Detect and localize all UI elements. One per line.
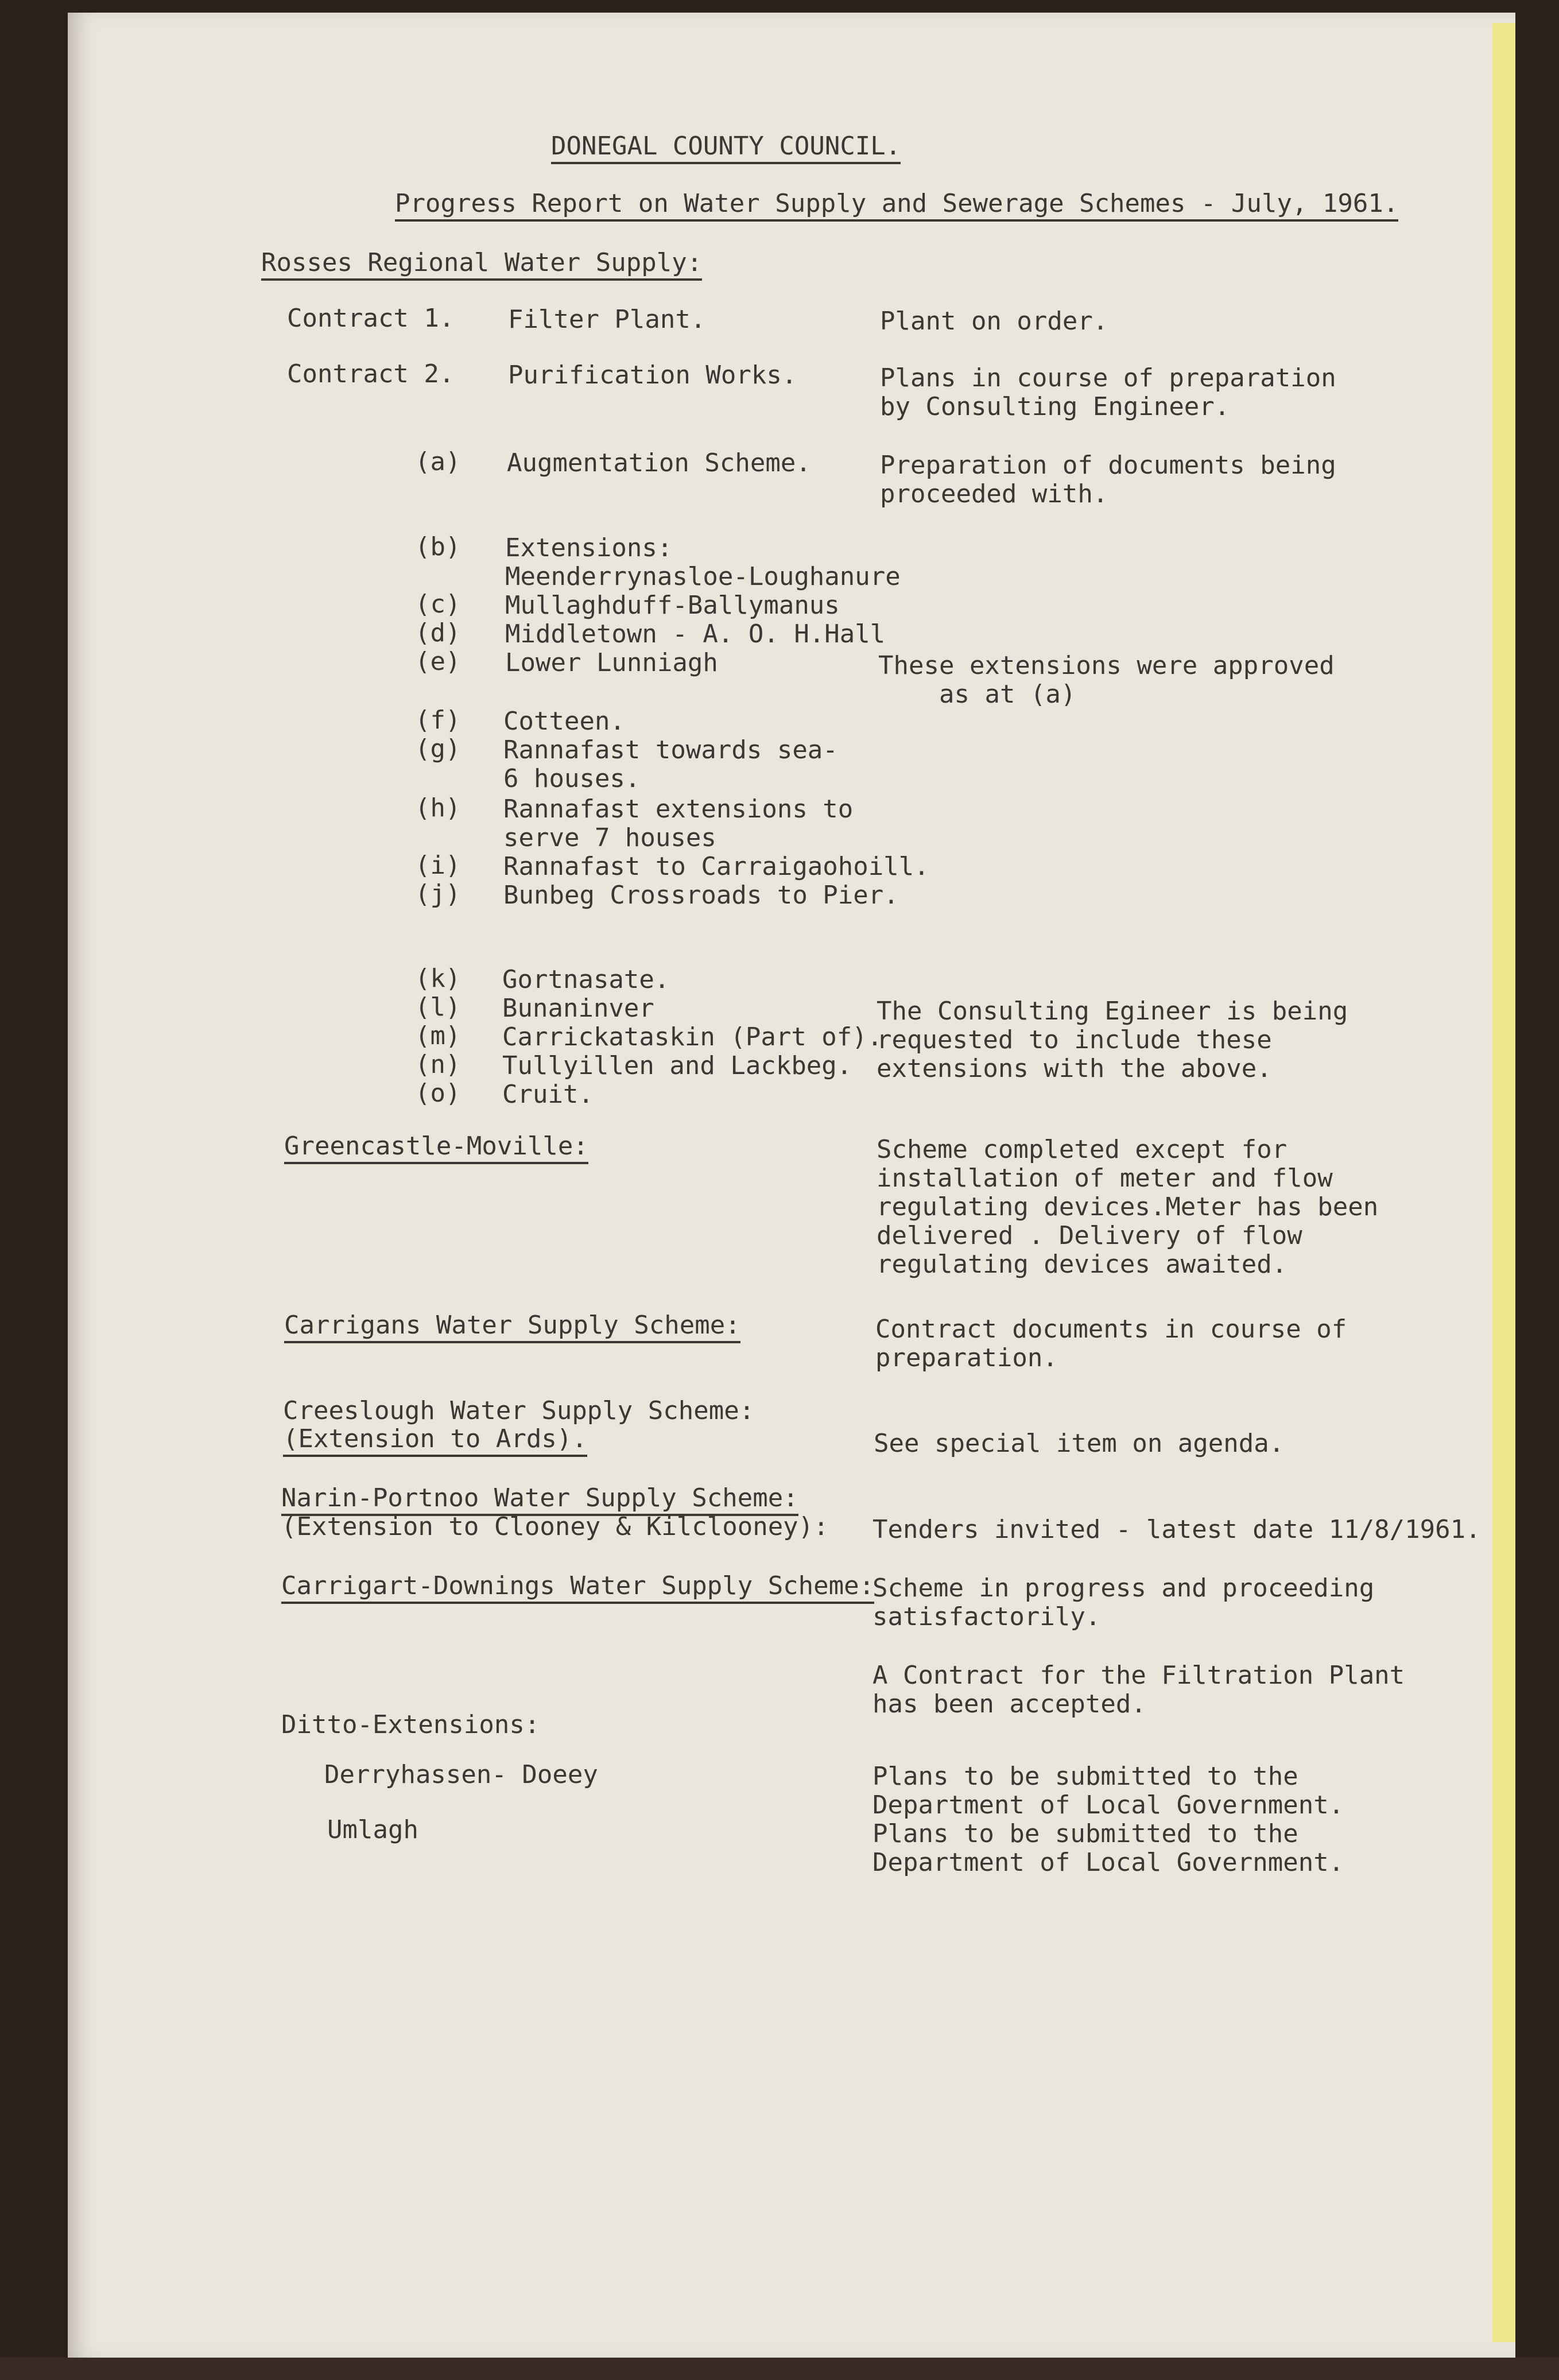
carrigart-contract-line2: has been accepted. — [872, 1689, 1146, 1719]
carrigans-status-line1: Contract documents in course of — [875, 1315, 1347, 1344]
item-h-line1: Rannafast extensions to — [503, 794, 854, 824]
narin-sub: (Extension to Clooney & Kilclooney): — [281, 1512, 829, 1541]
item-a-text: Augmentation Scheme. — [507, 448, 811, 478]
item-n-letter: (n) — [415, 1050, 461, 1079]
item-d-text: Middletown - A. O. H.Hall — [505, 619, 886, 649]
item-l-letter: (l) — [415, 993, 461, 1022]
item-b-line1: Extensions: — [505, 533, 673, 563]
creeslough-sub: (Extension to Ards). — [283, 1425, 587, 1457]
item-n-text: Tullyillen and Lackbeg. — [502, 1051, 852, 1080]
contract1-status: Plant on order. — [880, 307, 1108, 336]
ditto-status2-line2: Department of Local Government. — [872, 1848, 1344, 1877]
item-g-line1: Rannafast towards sea- — [503, 735, 838, 765]
ditto-status2-line1: Plans to be submitted to the — [872, 1819, 1298, 1848]
ditto-item2: Umlagh — [327, 1815, 418, 1844]
approved-note-line2: as at (a) — [939, 680, 1076, 709]
item-a-status-line2: proceeded with. — [880, 479, 1108, 509]
document-title: DONEGAL COUNTY COUNCIL. — [551, 132, 901, 164]
item-k-text: Gortnasate. — [502, 965, 670, 994]
item-j-letter: (j) — [415, 879, 461, 909]
carrigart-contract-line1: A Contract for the Filtration Plant — [872, 1661, 1405, 1690]
ditto-status1-line1: Plans to be submitted to the — [872, 1762, 1298, 1791]
greencastle-status-line1: Scheme completed except for — [877, 1135, 1287, 1164]
item-h-letter: (h) — [415, 793, 461, 823]
item-b-letter: (b) — [415, 532, 461, 561]
carrigart-status-line2: satisfactorily. — [872, 1602, 1101, 1631]
item-j-text: Bunbeg Crossroads to Pier. — [503, 881, 899, 910]
item-a-letter: (a) — [415, 447, 461, 476]
item-e-text: Lower Lunniagh — [505, 648, 718, 677]
item-b-line2: Meenderrynasloe-Loughanure — [505, 562, 901, 591]
scan-bottom-border — [0, 2358, 1559, 2380]
creeslough-heading: Creeslough Water Supply Scheme: — [283, 1396, 755, 1425]
item-e-letter: (e) — [415, 647, 461, 676]
carrigans-heading: Carrigans Water Supply Scheme: — [284, 1311, 740, 1343]
item-a-status-line1: Preparation of documents being — [880, 451, 1336, 480]
item-k-letter: (k) — [415, 964, 461, 993]
item-m-letter: (m) — [415, 1021, 461, 1051]
consulting-note-line1: The Consulting Egineer is being — [877, 997, 1348, 1026]
greencastle-status-line5: regulating devices awaited. — [877, 1250, 1287, 1279]
ditto-status1-line2: Department of Local Government. — [872, 1790, 1344, 1820]
ditto-item1: Derryhassen- Doeey — [324, 1760, 598, 1789]
item-i-text: Rannafast to Carraigaohoill. — [503, 852, 929, 881]
narin-status: Tenders invited - latest date 11/8/1961. — [872, 1515, 1481, 1544]
contract1-item: Filter Plant. — [508, 305, 706, 334]
consulting-note-line3: extensions with the above. — [877, 1054, 1272, 1083]
narin-heading: Narin-Portnoo Water Supply Scheme: — [281, 1484, 798, 1516]
item-f-letter: (f) — [415, 706, 461, 735]
yellow-page-edge — [1492, 23, 1515, 2342]
approved-note-line1: These extensions were approved — [878, 651, 1335, 680]
item-g-line2: 6 houses. — [503, 764, 641, 793]
item-c-text: Mullaghduff-Ballymanus — [505, 591, 840, 620]
item-i-letter: (i) — [415, 851, 461, 880]
contract2-status-line2: by Consulting Engineer. — [880, 392, 1230, 421]
item-o-text: Cruit. — [502, 1080, 594, 1109]
carrigans-status-line2: preparation. — [875, 1343, 1058, 1373]
contract2-status-line1: Plans in course of preparation — [880, 363, 1336, 393]
contract2-item: Purification Works. — [508, 361, 797, 390]
rosses-heading: Rosses Regional Water Supply: — [261, 249, 702, 281]
item-h-line2: serve 7 houses — [503, 823, 716, 852]
item-g-letter: (g) — [415, 734, 461, 763]
ditto-label: Ditto-Extensions: — [281, 1710, 540, 1739]
item-m-text: Carrickataskin (Part of). — [502, 1022, 883, 1052]
contract1-label: Contract 1. — [287, 304, 455, 333]
item-d-letter: (d) — [415, 618, 461, 648]
greencastle-status-line3: regulating devices.Meter has been — [877, 1192, 1379, 1222]
consulting-note-line2: requested to include these — [877, 1025, 1272, 1055]
carrigart-status-line1: Scheme in progress and proceeding — [872, 1573, 1375, 1603]
greencastle-status-line2: installation of meter and flow — [877, 1164, 1333, 1193]
document-subtitle: Progress Report on Water Supply and Sewerage Schemes - July, 1961. — [395, 189, 1398, 222]
creeslough-status: See special item on agenda. — [874, 1429, 1285, 1458]
greencastle-status-line4: delivered . Delivery of flow — [877, 1221, 1302, 1250]
item-f-text: Cotteen. — [503, 707, 625, 736]
item-l-text: Bunaninver — [502, 994, 654, 1023]
contract2-label: Contract 2. — [287, 359, 455, 389]
item-c-letter: (c) — [415, 590, 461, 619]
carrigart-heading: Carrigart-Downings Water Supply Scheme: — [281, 1572, 874, 1604]
greencastle-heading: Greencastle-Moville: — [284, 1132, 588, 1164]
item-o-letter: (o) — [415, 1079, 461, 1108]
